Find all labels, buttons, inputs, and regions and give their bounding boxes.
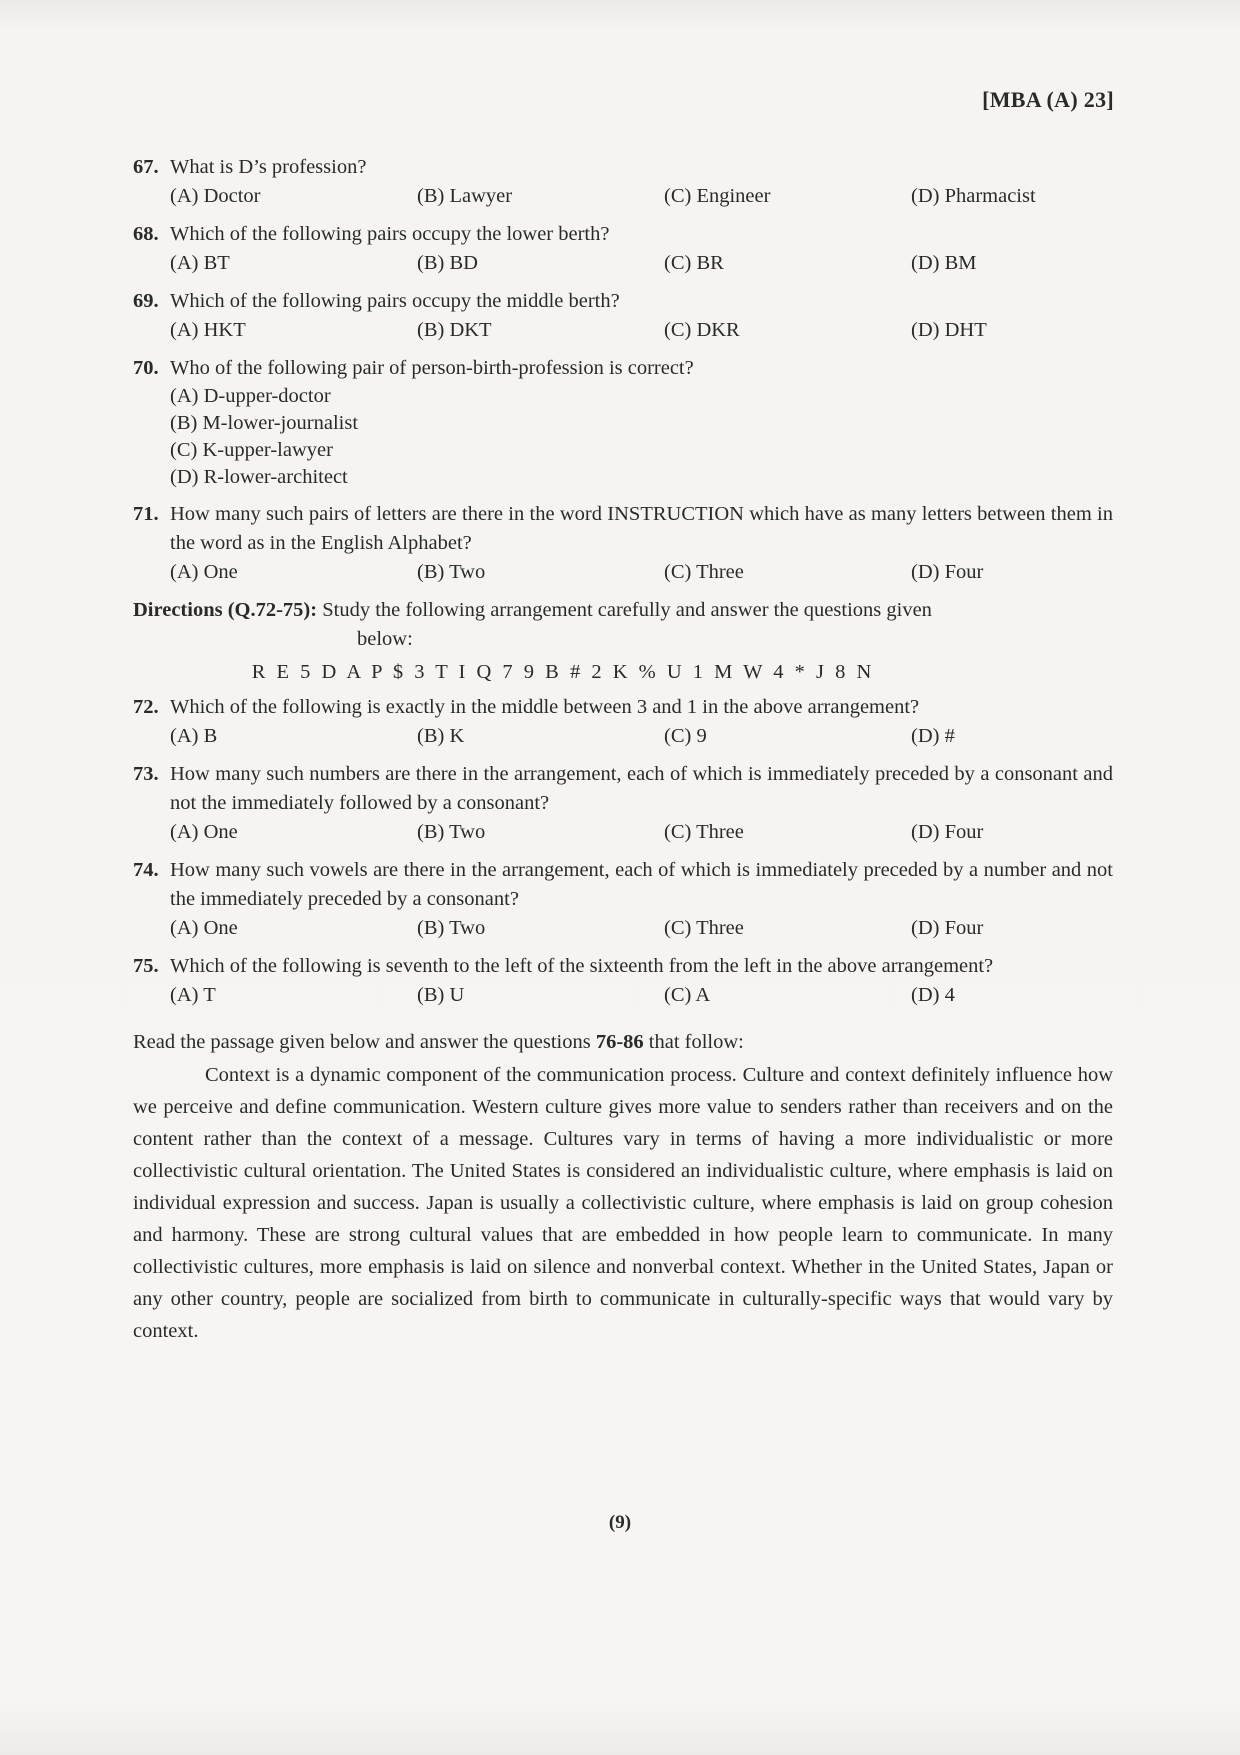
paper-code: [MBA (A) 23] [982,87,1114,112]
answer-option: (D) # [911,725,955,747]
options-row [133,914,1113,943]
question-group-b [133,693,1113,1010]
answer-option: (A) One [170,561,238,583]
answer-option: (C) Three [664,821,744,843]
question-line [133,153,1113,182]
answer-option: (B) Lawyer [417,185,513,207]
question-number: 75. [133,955,159,977]
answer-option: (D) BM [911,252,977,274]
question-item [133,500,1113,587]
answer-option: (B) Two [417,821,486,843]
options-row [133,316,1113,345]
question-text: Which of the following is exactly in the middle between 3 and 1 in the above arrangement? [170,696,920,718]
answer-option: (A) B [170,725,218,747]
answer-option: (A) HKT [170,319,246,341]
answer-option: (B) DKT [417,319,492,341]
answer-option: (A) One [170,821,238,843]
question-number: 74. [133,859,159,881]
question-line [133,693,1113,722]
question-item [133,856,1113,943]
question-item [133,760,1113,847]
passage-intro-text: Read the passage given below and answer the questions [133,1031,596,1053]
question-number: 71. [133,503,159,525]
question-line [133,500,1113,558]
options-row [133,818,1113,847]
options-row [133,383,1113,491]
answer-option: (D) Four [911,821,984,843]
answer-option: (C) A [664,984,711,1006]
answer-option: (D) R-lower-architect [170,466,348,488]
question-text: Which of the following pairs occupy the middle berth? [170,290,620,312]
passage-question-range: 76-86 [595,1031,644,1053]
options-row [133,182,1113,211]
arrangement-sequence: R E 5 D A P $ 3 T I Q 7 9 B # 2 K % U 1 M W 4 * J 8 N [251,661,875,683]
answer-option: (A) D-upper-doctor [170,385,331,407]
question-text: How many such vowels are there in the arrangement, each of which is immediately preceded by a number and not the immediately preceded by a consonant? [170,859,1113,910]
question-text: Which of the following pairs occupy the lower berth? [170,223,610,245]
answer-option: (A) T [170,984,216,1006]
question-line [133,952,1113,981]
question-number: 68. [133,223,159,245]
question-text: How many such numbers are there in the arrangement, each of which is immediately preceded by a consonant and not the immediately followed by a consonant? [170,763,1113,814]
passage-text: Context is a dynamic component of the communication process. Culture and context definitely influence how we perceive and define communication. Western culture gives more value to senders rather than receivers and on the content rather than the context of a message. Cultures vary in terms of having a more individualistic or more collectivistic cultural orientation. The United States is considered an individualistic culture, where emphasis is laid on individual expression and success. Japan is usually a collectivistic culture, where emphasis is laid on group cohesion and harmony. These are strong cultural values that are embedded in how people learn to communicate. In many collectivistic cultures, more emphasis is laid on silence and nonverbal context. Whether in the United States, Japan or any other country, people are socialized from birth to communicate in culturally-specific ways that would vary by context. [133,1064,1113,1342]
answer-option: (C) 9 [664,725,707,747]
answer-option: (C) K-upper-lawyer [170,439,333,461]
options-row [133,249,1113,278]
question-line [133,856,1113,914]
answer-option: (B) Two [417,917,486,939]
question-item [133,952,1113,1010]
answer-option: (B) Two [417,561,486,583]
directions-block [133,596,1113,687]
question-item [133,354,1113,491]
passage-intro [133,1028,1113,1057]
question-number: 67. [133,156,159,178]
question-line [133,354,1113,383]
answer-option: (D) Four [911,917,984,939]
answer-option: (C) Three [664,561,744,583]
answer-option: (B) BD [417,252,478,274]
question-line [133,760,1113,818]
question-text: Which of the following is seventh to the left of the sixteenth from the left in the above arrangement? [170,955,994,977]
question-text: What is D’s profession? [170,156,367,178]
answer-option: (B) U [417,984,465,1006]
passage-intro-end: that follow: [643,1031,744,1053]
answer-option: (A) BT [170,252,230,274]
answer-option: (C) BR [664,252,724,274]
answer-option: (A) Doctor [170,185,261,207]
question-number: 69. [133,290,159,312]
question-group-a [133,153,1113,587]
question-item [133,153,1113,211]
question-item [133,693,1113,751]
answer-option: (D) Four [911,561,984,583]
question-line [133,287,1113,316]
question-text: Who of the following pair of person-birth-profession is correct? [170,357,694,379]
options-row [133,558,1113,587]
answer-option: (B) K [417,725,465,747]
directions-text-cont: below: [357,628,413,650]
answer-option: (B) M-lower-journalist [170,412,359,434]
directions-text: Study the following arrangement carefully and answer the questions given [322,599,932,621]
question-item [133,287,1113,345]
answer-option: (D) DHT [911,319,987,341]
answer-option: (D) Pharmacist [911,185,1036,207]
question-text: How many such pairs of letters are there in the word INSTRUCTION which have as many letters between them in the word as in the English Alphabet? [170,503,1113,554]
question-item [133,220,1113,278]
answer-option: (A) One [170,917,238,939]
question-number: 70. [133,357,159,379]
answer-option: (C) DKR [664,319,740,341]
question-number: 73. [133,763,159,785]
options-row [133,722,1113,751]
question-number: 72. [133,696,159,718]
answer-option: (D) 4 [911,984,955,1006]
answer-option: (C) Engineer [664,185,771,207]
page-number: (9) [608,1512,632,1533]
content-area [133,153,1113,1347]
question-line [133,220,1113,249]
answer-option: (C) Three [664,917,744,939]
directions-label: Directions (Q.72-75): [133,599,318,621]
options-row [133,981,1113,1010]
